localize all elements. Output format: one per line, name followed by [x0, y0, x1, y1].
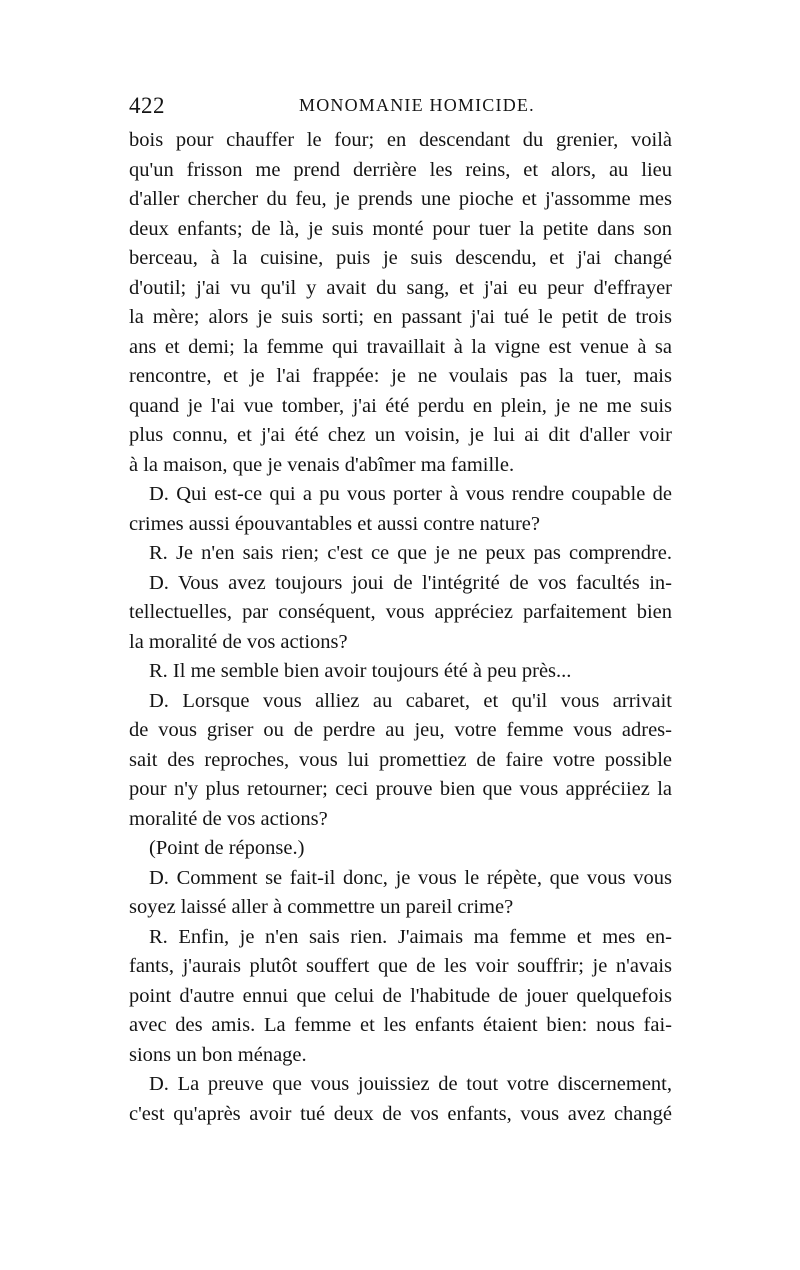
- text-line: pour n'y plus retourner; ceci prouve bien que vous appréciiez la: [129, 778, 672, 800]
- text-line: moralité de vos actions?: [129, 807, 328, 830]
- running-title: MONOMANIE HOMICIDE.: [299, 95, 535, 115]
- dialogue-line: D. Qui est-ce qui a pu vous porter à vous rendre coupable de: [149, 483, 672, 505]
- text-line: fants, j'aurais plutôt souffert que de les voir souffrir; je n'avais: [129, 955, 672, 977]
- text-line: d'outil; j'ai vu qu'il y avait du sang, et j'ai eu peur d'effrayer: [129, 276, 672, 299]
- text-line: deux enfants; de là, je suis monté pour tuer la petite dans son: [129, 217, 672, 240]
- dialogue-line: D. Vous avez toujours joui de l'intégrité de vos facultés in-: [149, 571, 672, 594]
- text-line: plus connu, et j'ai été chez un voisin, je lui ai dit d'aller voir: [129, 424, 672, 446]
- text-line: bois pour chauffer le four; en descendant du grenier, voilà: [129, 129, 672, 151]
- text-line: ans et demi; la femme qui travaillait à la vigne est venue à sa: [129, 335, 672, 358]
- dialogue-line: D. Comment se fait-il donc, je vous le répète, que vous vous: [149, 866, 672, 889]
- text-line: berceau, à la cuisine, puis je suis descendu, et j'ai changé: [129, 247, 672, 269]
- text-line: sions un bon ménage.: [129, 1043, 307, 1066]
- dialogue-line: (Point de réponse.): [149, 837, 305, 859]
- body-text: [129, 126, 672, 1129]
- text-line: tellectuelles, par conséquent, vous appréciez parfaitement bien: [129, 601, 672, 623]
- text-line: sait des reproches, vous lui promettiez de faire votre possible: [129, 748, 672, 771]
- text-line: crimes aussi épouvantables et aussi contre nature?: [129, 512, 540, 535]
- dialogue-line: D. La preuve que vous jouissiez de tout votre discernement,: [149, 1073, 672, 1095]
- dialogue-line: R. Je n'en sais rien; c'est ce que je ne peux pas comprendre.: [149, 542, 672, 564]
- page-number: 422: [129, 93, 165, 118]
- text-line: de vous griser ou de perdre au jeu, votre femme vous adres-: [129, 719, 672, 741]
- text-line: soyez laissé aller à commettre un pareil crime?: [129, 896, 514, 918]
- dialogue-line: R. Enfin, je n'en sais rien. J'aimais ma femme et mes en-: [149, 925, 672, 948]
- dialogue-line: R. Il me semble bien avoir toujours été à peu près...: [149, 660, 572, 682]
- text-line: à la maison, que je venais d'abîmer ma famille.: [129, 453, 515, 476]
- text-line: rencontre, et je l'ai frappée: je ne voulais pas la tuer, mais: [129, 365, 672, 387]
- text-line: la mère; alors je suis sorti; en passant j'ai tué le petit de trois: [129, 306, 672, 328]
- running-head: [129, 93, 672, 119]
- dialogue-line: D. Lorsque vous alliez au cabaret, et qu'il vous arrivait: [149, 689, 672, 712]
- text-line: point d'autre ennui que celui de l'habitude de jouer quelquefois: [129, 984, 672, 1007]
- text-line: la moralité de vos actions?: [129, 630, 348, 653]
- text-line: quand je l'ai vue tomber, j'ai été perdu en plein, je ne me suis: [129, 394, 672, 417]
- text-line: c'est qu'après avoir tué deux de vos enfants, vous avez changé: [129, 1102, 672, 1125]
- text-line: d'aller chercher du feu, je prends une pioche et j'assomme mes: [129, 188, 672, 210]
- text-line: avec des amis. La femme et les enfants étaient bien: nous fai-: [129, 1014, 672, 1036]
- text-line: qu'un frisson me prend derrière les reins, et alors, au lieu: [129, 158, 672, 181]
